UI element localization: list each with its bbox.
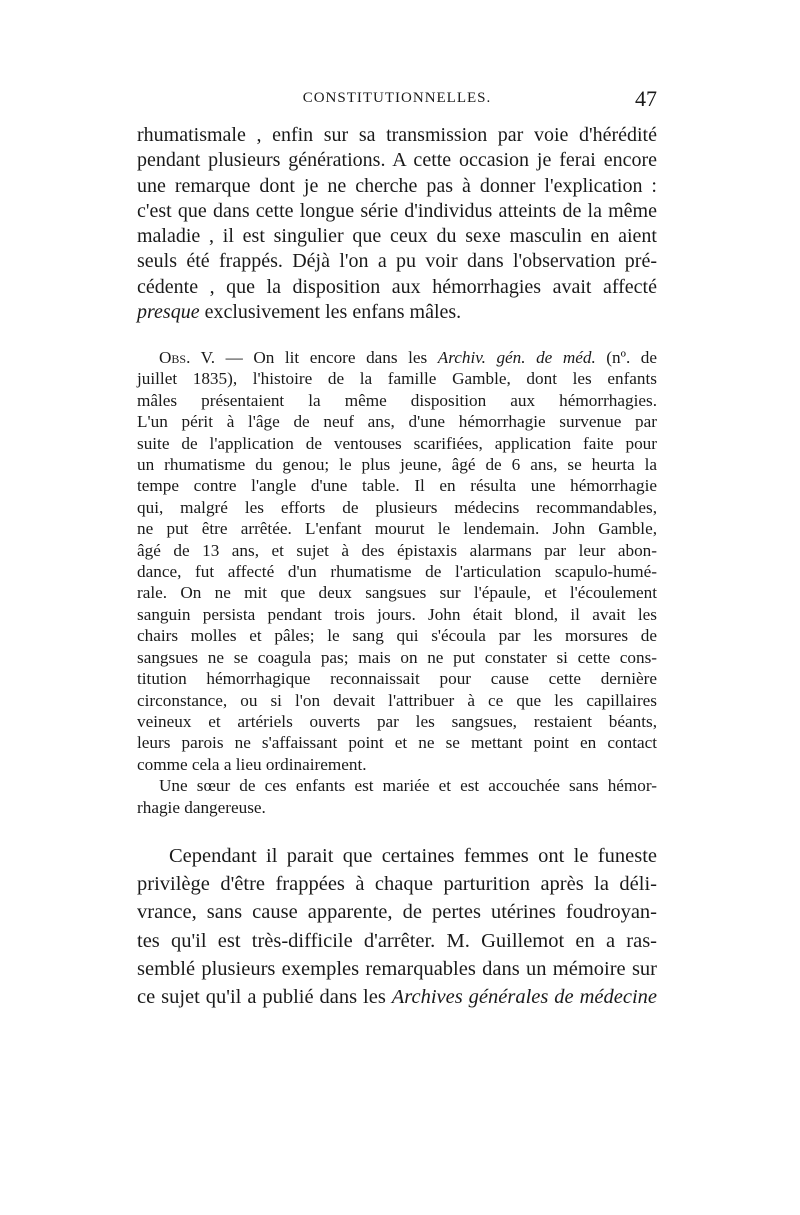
text-line: rhumatismale , enfin sur sa transmission par voie d'hérédité bbox=[137, 124, 657, 146]
text-line: rale. On ne mit que deux sangsues sur l'épaule, et l'écoulement bbox=[137, 583, 657, 603]
text-line: circonstance, ou si l'on devait l'attribuer à ce que les capillaires bbox=[137, 690, 657, 710]
text-line: mâles présentaient la même disposition aux hémorrhagies. bbox=[137, 390, 657, 410]
text-line: vrance, sans cause apparente, de pertes utérines foudroyan- bbox=[137, 901, 657, 924]
text-line: juillet 1835), l'histoire de la famille Gamble, dont les enfants bbox=[137, 369, 657, 389]
text-line: qui, malgré les efforts de plusieurs médecins recommandables, bbox=[137, 497, 657, 517]
text-line: privilège d'être frappées à chaque parturition après la déli- bbox=[137, 873, 657, 896]
journal-title: Archiv. gén. de méd. bbox=[437, 348, 596, 367]
text-line: titution hémorrhagique reconnaissait pour cause cette dernière bbox=[137, 669, 657, 689]
text-line bbox=[137, 300, 657, 325]
text-line bbox=[137, 983, 657, 1011]
line-segment: (nº. de bbox=[595, 348, 657, 367]
text-line: dance, fut affecté d'un rhumatisme de l'articulation scapulo-humé- bbox=[137, 562, 657, 582]
text-line: seuls été frappés. Déjà l'on a pu voir dans l'observation pré- bbox=[137, 250, 657, 273]
text-line: semblé plusieurs exemples remarquables dans un mémoire sur bbox=[137, 957, 657, 980]
text-line: une remarque dont je ne cherche pas à donner l'explication : bbox=[137, 174, 657, 197]
text-line: cédente , que la disposition aux hémorrhagies avait affecté bbox=[137, 275, 657, 298]
text-line: maladie , il est singulier que ceux du sexe masculin en aient bbox=[137, 225, 657, 248]
text-line: L'un périt à l'âge de neuf ans, d'une hémorrhagie survenue par bbox=[137, 412, 657, 432]
text-line: sanguin persista pendant trois jours. John était blond, il avait les bbox=[137, 604, 657, 624]
text-line: leurs parois ne s'affaissant point et ne se mettant point en contact bbox=[137, 733, 657, 753]
note-line: rhagie dangereuse. bbox=[137, 797, 266, 817]
text-line: c'est que dans cette longue série d'individus atteints de la même bbox=[137, 199, 657, 222]
line-segment: ce sujet qu'il a publié dans les bbox=[137, 986, 392, 1009]
observation-block bbox=[137, 347, 657, 818]
text-line: suite de l'application de ventouses scarifiées, application faite pour bbox=[137, 433, 657, 453]
line-segment: — On lit encore dans les bbox=[215, 348, 438, 367]
text-line: pendant plusieurs générations. A cette occasion je ferai encore bbox=[137, 149, 657, 172]
text-line: un rhumatisme du genou; le plus jeune, âgé de 6 ans, se heurta la bbox=[137, 455, 657, 475]
text-line: tes qu'il est très-difficile d'arrêter. M. Guillemot en a ras- bbox=[137, 929, 657, 952]
observation-label: Obs. V. bbox=[159, 348, 216, 367]
running-head bbox=[137, 86, 657, 112]
text-line: veineux et artériels ouverts par les sangsues, restaient béants, bbox=[137, 711, 657, 731]
text-line: tempe contre l'angle d'une table. Il en résulta une hémorrhagie bbox=[137, 476, 657, 496]
text-line: comme cela a lieu ordinairement. bbox=[137, 754, 367, 774]
text-line: ne put être arrêtée. L'enfant mourut le lendemain. John Gamble, bbox=[137, 519, 657, 539]
text-line: Cependant il parait que certaines femmes ont le funeste bbox=[169, 845, 657, 867]
text-line: sangsues ne se coagula pas; mais on ne put constater si cette cons- bbox=[137, 647, 657, 667]
text-line: chairs molles et pâles; le sang qui s'écoula par les morsures de bbox=[137, 626, 657, 646]
note-line: Une sœur de ces enfants est mariée et est accouchée sans hémor- bbox=[159, 776, 657, 796]
paragraph-1 bbox=[137, 123, 657, 325]
line-rest: exclusivement les enfans mâles. bbox=[199, 301, 462, 324]
page-number: 47 bbox=[635, 86, 657, 111]
journal-title: Archives générales de médecine bbox=[391, 986, 657, 1009]
observation-first-line bbox=[137, 347, 657, 368]
running-title: CONSTITUTIONNELLES. bbox=[302, 90, 492, 106]
paragraph-2 bbox=[137, 842, 657, 1011]
italic-word: presque bbox=[137, 301, 200, 324]
text-line: âgé de 13 ans, et sujet à des épistaxis alarmans par leur abon- bbox=[137, 540, 657, 560]
